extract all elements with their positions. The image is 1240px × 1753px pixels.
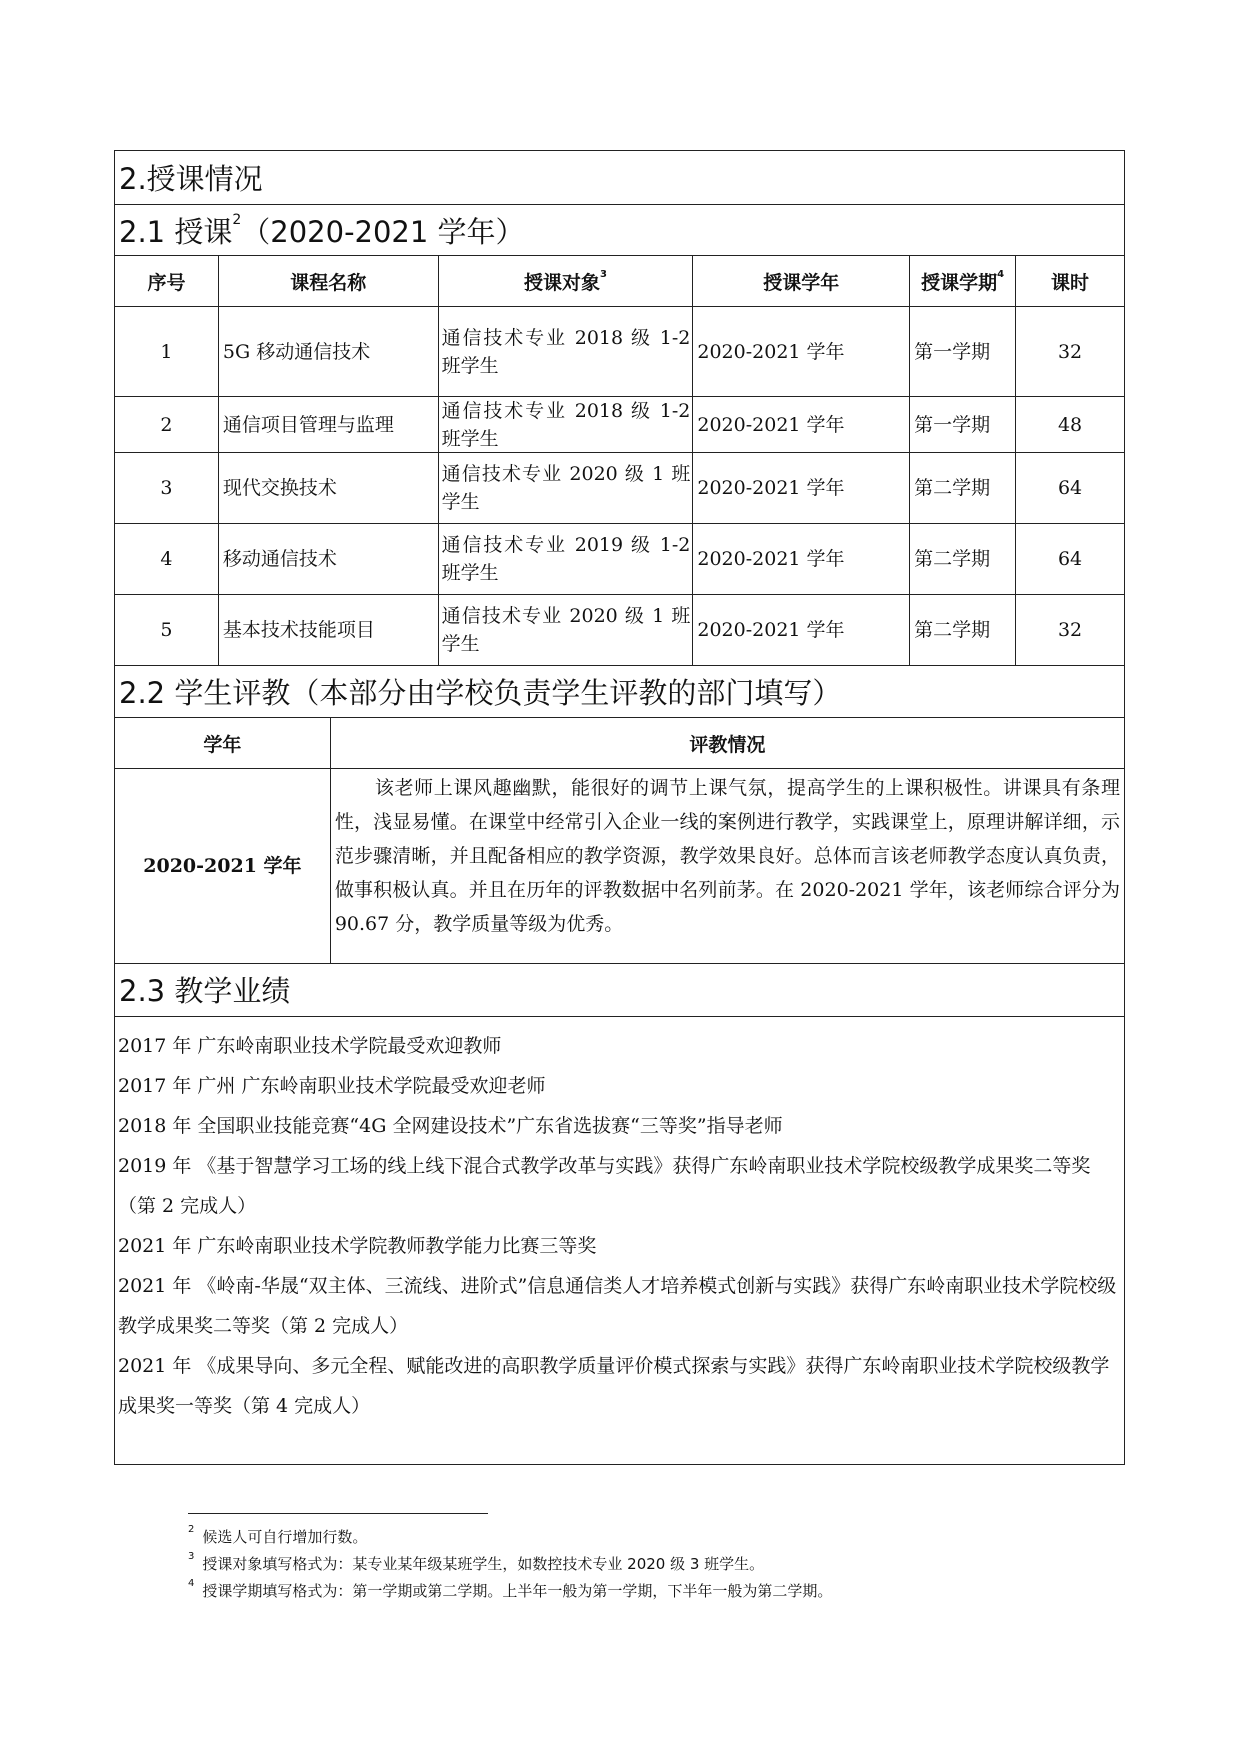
evaluation-table xyxy=(114,717,1125,964)
footnote-mark: 4 xyxy=(188,1578,195,1589)
footnote-mark: 2 xyxy=(188,1524,195,1535)
course-no: 5 xyxy=(115,595,219,666)
course-name: 移动通信技术 xyxy=(218,524,438,595)
course-year: 2020-2021 学年 xyxy=(693,595,910,666)
course-name: 5G 移动通信技术 xyxy=(218,307,438,397)
course-target xyxy=(438,397,693,453)
section-title-courses xyxy=(115,205,1124,256)
footnote-text: 授课对象填写格式为：某专业某年级某班学生，如数控技术专业 2020 级 3 班学生。 xyxy=(202,1555,765,1573)
course-semester: 第一学期 xyxy=(910,397,1016,453)
course-target: 通信技术专业 2020 级 1 班学生 xyxy=(438,595,693,666)
course-no: 1 xyxy=(115,307,219,397)
teaching-form xyxy=(114,150,1125,1465)
achievement-item: 2017 年 广东岭南职业技术学院最受欢迎教师 xyxy=(118,1035,502,1057)
achievements-list xyxy=(118,1026,1121,1426)
course-no: 4 xyxy=(115,524,219,595)
footnote xyxy=(188,1522,832,1549)
course-hours: 64 xyxy=(1016,524,1125,595)
header-target-label: 授课对象 xyxy=(524,271,601,294)
course-semester: 第二学期 xyxy=(910,595,1016,666)
header-no: 序号 xyxy=(115,256,219,307)
header-year: 授课学年 xyxy=(693,256,910,307)
course-target: 通信技术专业 2018 级 1-2 班学生 xyxy=(438,307,693,397)
header-semester xyxy=(910,256,1016,307)
course-hours: 32 xyxy=(1016,595,1125,666)
table-row xyxy=(115,453,1125,524)
section-title-courses-tail: （2020-2021 学年） xyxy=(241,214,525,249)
course-hours: 48 xyxy=(1016,397,1125,453)
achievement-item: 2021 年 广东岭南职业技术学院教师教学能力比赛三等奖 xyxy=(118,1235,597,1257)
table-row xyxy=(115,524,1125,595)
footnote-ref-2: 2 xyxy=(232,212,242,228)
footnote-divider xyxy=(188,1513,488,1514)
course-name: 现代交换技术 xyxy=(218,453,438,524)
section-title-courses-main: 2.1 授课 xyxy=(119,214,233,249)
section-title-achievements xyxy=(115,963,1124,1017)
section-title-evaluation-text: 2.2 学生评教（本部分由学校负责学生评教的部门填写） xyxy=(119,676,842,710)
section-title-teaching xyxy=(115,151,1124,205)
course-target: 通信技术专业 2019 级 1-2 班学生 xyxy=(438,524,693,595)
course-semester: 第二学期 xyxy=(910,524,1016,595)
course-semester: 第一学期 xyxy=(910,307,1016,397)
course-year: 2020-2021 学年 xyxy=(693,307,910,397)
header-course-name: 课程名称 xyxy=(218,256,438,307)
course-year: 2020-2021 学年 xyxy=(693,524,910,595)
footnote-text: 授课学期填写格式为：第一学期或第二学期。上半年一般为第一学期，下半年一般为第二学期。 xyxy=(202,1582,833,1600)
course-target-clip: 通信技术专业 2018 级 1-2 班学生 xyxy=(441,400,691,450)
course-hours: 32 xyxy=(1016,307,1125,397)
footnote-mark: 3 xyxy=(188,1551,195,1562)
course-hours: 64 xyxy=(1016,453,1125,524)
evaluation-header-row xyxy=(115,718,1125,769)
course-target: 通信技术专业 2020 级 1 班学生 xyxy=(438,453,693,524)
course-name: 基本技术技能项目 xyxy=(218,595,438,666)
footnote-text: 候选人可自行增加行数。 xyxy=(202,1528,368,1546)
eval-header-detail: 评教情况 xyxy=(330,718,1124,769)
course-year: 2020-2021 学年 xyxy=(693,397,910,453)
footnotes xyxy=(188,1522,832,1603)
achievement-item: 2021 年 《岭南-华晟“双主体、三流线、进阶式”信息通信类人才培养模式创新与实践》获得广东岭南职业技术学院校级教学成果奖二等奖（第 2 完成人） xyxy=(118,1275,1117,1337)
header-hours: 课时 xyxy=(1016,256,1125,307)
table-row xyxy=(115,595,1125,666)
section-title-evaluation xyxy=(115,666,1124,718)
achievement-item: 2019 年 《基于智慧学习工场的线上线下混合式教学改革与实践》获得广东岭南职业技术学院校级教学成果奖二等奖（第 2 完成人） xyxy=(118,1155,1091,1217)
courses-table xyxy=(114,255,1125,666)
section-title-achievements-text: 2.3 教学业绩 xyxy=(119,974,291,1008)
course-semester: 第二学期 xyxy=(910,453,1016,524)
header-semester-label: 授课学期 xyxy=(921,271,998,294)
evaluation-row xyxy=(115,769,1125,964)
table-row xyxy=(115,397,1125,453)
course-no: 3 xyxy=(115,453,219,524)
table-row xyxy=(115,307,1125,397)
footnote-ref-3: 3 xyxy=(600,269,607,281)
achievement-item: 2021 年 《成果导向、多元全程、赋能改进的高职教学质量评价模式探索与实践》获得广东岭南职业技术学院校级教学成果奖一等奖（第 4 完成人） xyxy=(118,1355,1110,1417)
footnote xyxy=(188,1576,832,1603)
course-year: 2020-2021 学年 xyxy=(693,453,910,524)
achievement-item: 2018 年 全国职业技能竞赛“4G 全网建设技术”广东省选拔赛“三等奖”指导老师 xyxy=(118,1115,783,1137)
courses-header-row xyxy=(115,256,1125,307)
eval-header-year: 学年 xyxy=(115,718,331,769)
header-target xyxy=(438,256,693,307)
course-name: 通信项目管理与监理 xyxy=(218,397,438,453)
achievement-item: 2017 年 广州 广东岭南职业技术学院最受欢迎老师 xyxy=(118,1075,546,1097)
footnote xyxy=(188,1549,832,1576)
eval-year: 2020-2021 学年 xyxy=(115,769,331,964)
course-no: 2 xyxy=(115,397,219,453)
section-title-teaching-text: 2.授课情况 xyxy=(119,162,263,196)
eval-text: 该老师上课风趣幽默，能很好的调节上课气氛，提高学生的上课积极性。讲课具有条理性，浅显易懂。在课堂中经常引入企业一线的案例进行教学，实践课堂上，原理讲解详细，示范步骤清晰，并且配备相应的教学资源，教学效果良好。总体而言该老师教学态度认真负责，做事积极认真。并且在历年的评教数据中名列前茅。在 2020-2021 学年，该老师综合评分为 90.67 分，教学质量等级为优秀。 xyxy=(330,769,1124,964)
footnote-ref-4: 4 xyxy=(997,269,1005,281)
